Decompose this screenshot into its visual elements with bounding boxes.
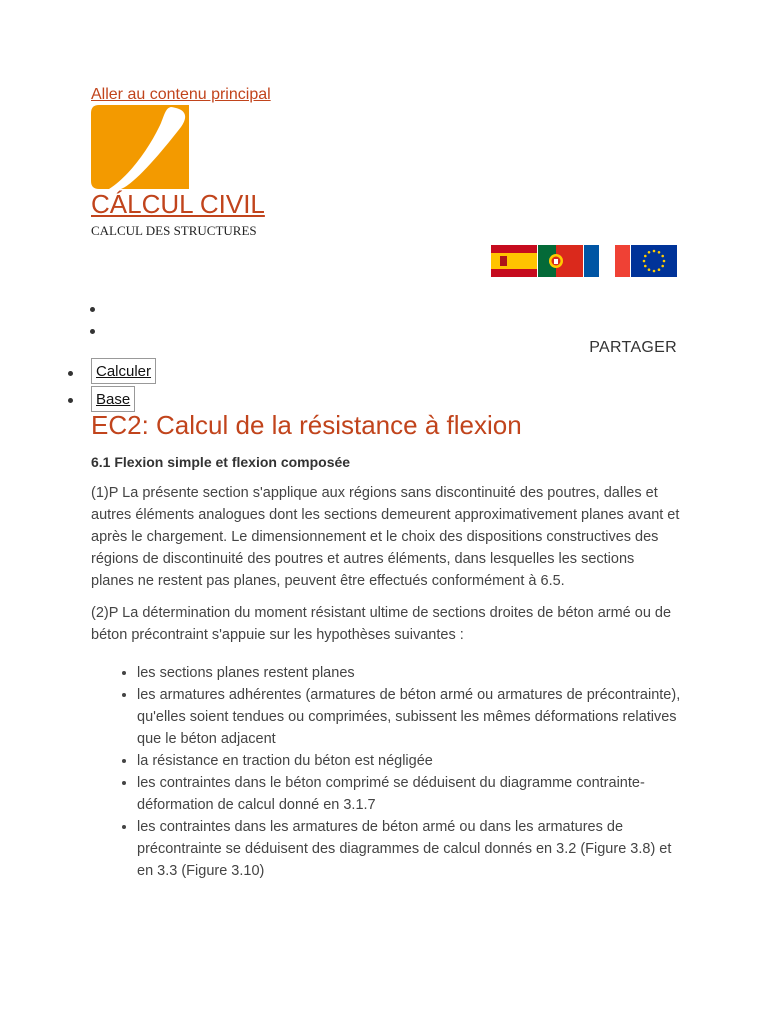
- hypotheses-list: [91, 662, 681, 882]
- portugal-flag[interactable]: [538, 245, 583, 277]
- share-label[interactable]: PARTAGER: [589, 339, 677, 356]
- paragraph: (1)P La présente section s'applique aux régions sans discontinuité des poutres, dalles et autres éléments analogues dont les sections demeurent approximativement planes avant et après le chargement. Le dimensionnement et le choix des dispositions constructives des régions de discontinuité des poutres et autres éléments, dans lesquelles les sections planes ne restent pas planes, peuvent être effectués conformément à 6.5.: [91, 485, 680, 589]
- spain-flag[interactable]: [491, 245, 537, 277]
- tab-bullet: [68, 398, 73, 403]
- list-item: • la résistance en traction du béton est négligée: [137, 750, 681, 772]
- page-title: EC2: Calcul de la résistance à flexion: [91, 410, 522, 440]
- tab-base[interactable]: Base: [91, 386, 135, 412]
- skip-to-content-link[interactable]: Aller au contenu principal: [91, 86, 271, 103]
- empty-list-bullet: [90, 329, 95, 334]
- tab-calculer[interactable]: Calculer: [91, 358, 156, 384]
- list-item: • les armatures adhérentes (armatures de béton armé ou armatures de précontrainte), qu'elles soient tendues ou comprimées, subissent les mêmes déformations relatives que le béton adjacent: [137, 684, 681, 750]
- list-item: • les contraintes dans le béton comprimé se déduisent du diagramme contrainte-déformation de calcul donné en 3.1.7: [137, 772, 681, 816]
- empty-list-bullet: [90, 307, 95, 312]
- eu-flag[interactable]: [631, 245, 677, 277]
- tab-bullet: [68, 371, 73, 376]
- section-heading: 6.1 Flexion simple et flexion composée: [91, 454, 351, 470]
- list-item: • les contraintes dans les armatures de béton armé ou dans les armatures de précontrainte se déduisent des diagrammes de calcul donnés en 3.2 (Figure 3.8) et en 3.3 (Figure 3.10): [137, 816, 681, 882]
- language-flags: [491, 245, 677, 277]
- site-name-link[interactable]: CÁLCUL CIVIL: [91, 189, 265, 219]
- paragraph: (2)P La détermination du moment résistant ultime de sections droites de béton armé ou de béton précontraint s'appuie sur les hypothèses suivantes :: [91, 605, 672, 643]
- site-slogan: CALCUL DES STRUCTURES: [91, 223, 257, 238]
- article-body: [91, 452, 681, 882]
- list-item: • les sections planes restent planes: [137, 662, 681, 684]
- site-logo[interactable]: [91, 105, 189, 189]
- france-flag[interactable]: [584, 245, 630, 277]
